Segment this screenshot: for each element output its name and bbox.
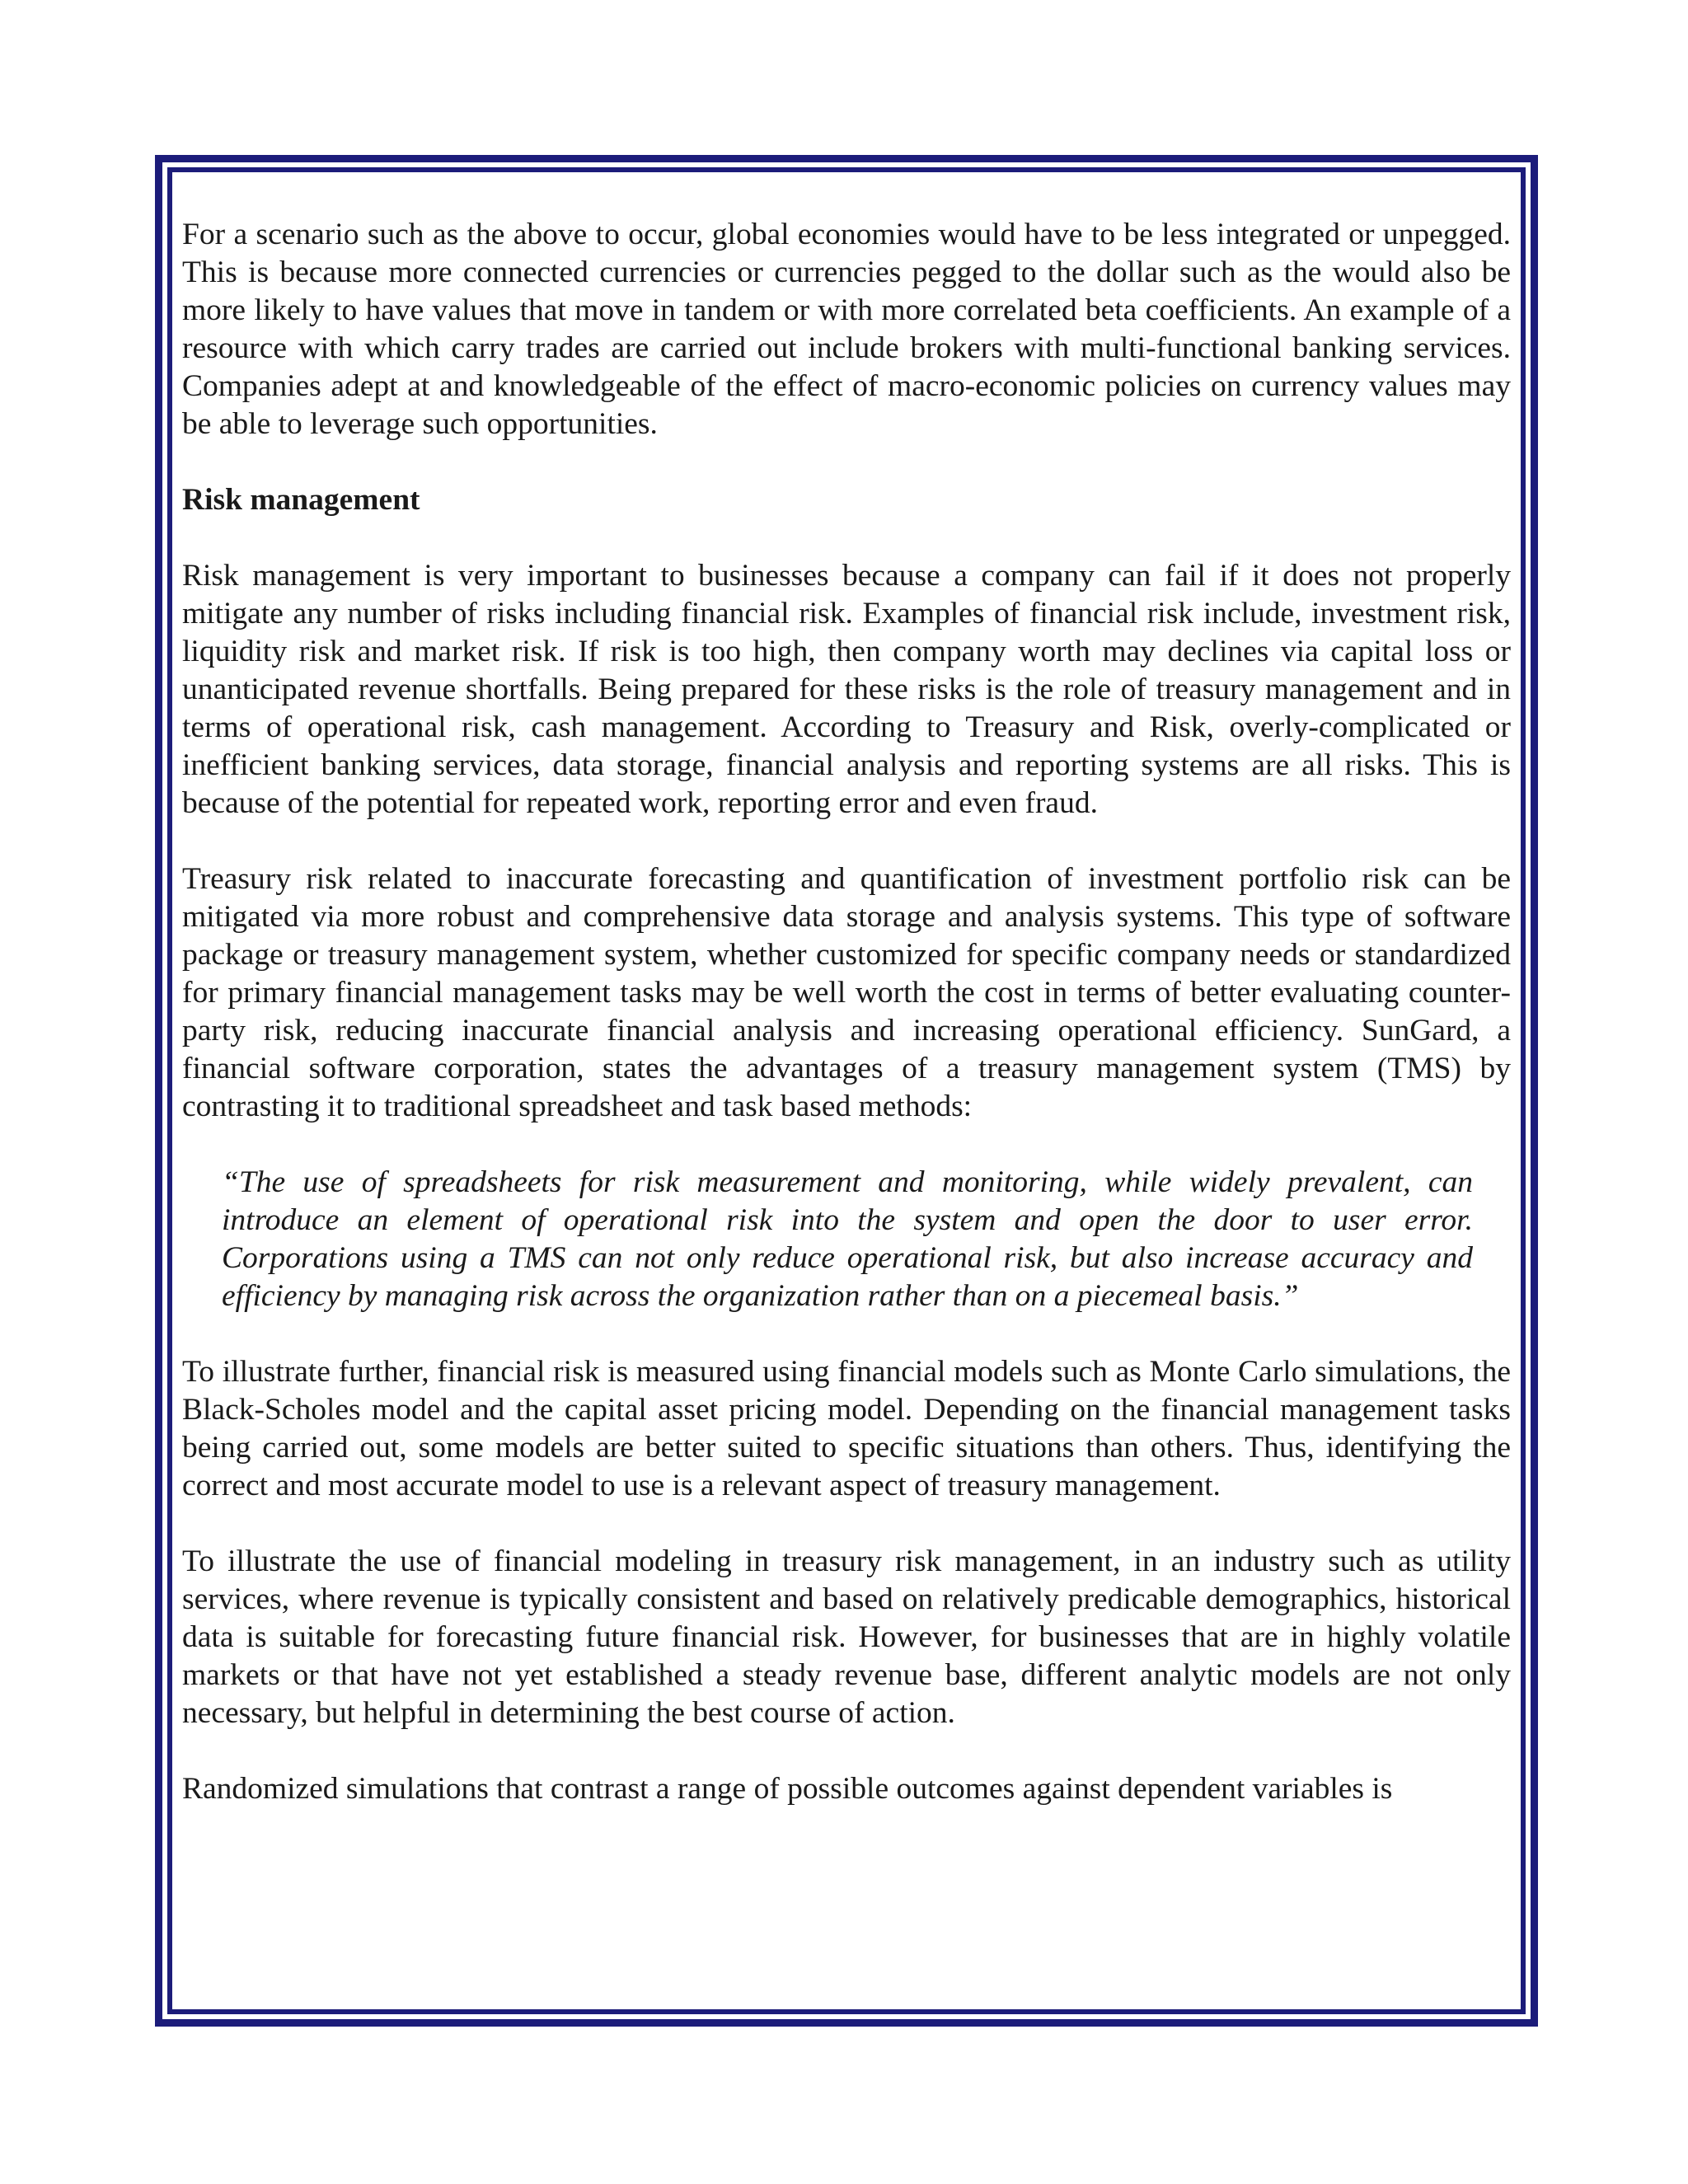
paragraph-financial-modeling-example: To illustrate the use of financial modeling in treasury risk management, in an industry such as utility services, where revenue is typically consistent and based on relatively predicable demographics, historical data is suitable for forecasting future financial risk. However, for businesses that are in highly volatile markets or that have not yet established a steady revenue base, different analytic models are not only necessary, but helpful in determining the best course of action. <box>182 1544 1511 1730</box>
document-body <box>182 216 1511 1808</box>
paragraph-financial-models: To illustrate further, financial risk is measured using financial models such as Monte Carlo simulations, the Black-Scholes model and the capital asset pricing model. Depending on the financial management tasks being carried out, some models are better suited to specific situations than others. Thus, identifying the correct and most accurate model to use is a relevant aspect of treasury management. <box>182 1355 1511 1502</box>
section-heading-risk-management: Risk management <box>182 483 420 517</box>
paragraph-treasury-risk: Treasury risk related to inaccurate forecasting and quantification of investment portfolio risk can be mitigated via more robust and comprehensive data storage and analysis systems. This type of software package or treasury management system, whether customized for specific company needs or standardized for primary financial management tasks may be well worth the cost in terms of better evaluating counter-party risk, reducing inaccurate financial analysis and increasing operational efficiency. SunGard, a financial software corporation, states the advantages of a treasury management system (TMS) by contrasting it to traditional spreadsheet and task based methods: <box>182 862 1511 1123</box>
paragraph-randomized-simulations: Randomized simulations that contrast a range of possible outcomes against dependent variables is <box>182 1772 1393 1806</box>
paragraph-risk-importance: Risk management is very important to businesses because a company can fail if it does not properly mitigate any number of risks including financial risk. Examples of financial risk include, investment risk, liquidity risk and market risk. If risk is too high, then company worth may declines via capital loss or unanticipated revenue shortfalls. Being prepared for these risks is the role of treasury management and in terms of operational risk, cash management. According to Treasury and Risk, overly-complicated or inefficient banking services, data storage, financial analysis and reporting systems are all risks. This is because of the potential for repeated work, reporting error and even fraud. <box>182 559 1511 820</box>
paragraph-carry-trades: For a scenario such as the above to occur, global economies would have to be less integrated or unpegged. This is because more connected currencies or currencies pegged to the dollar such as the would also be more likely to have values that move in tandem or with more correlated beta coefficients. An example of a resource with which carry trades are carried out include brokers with multi-functional banking services. Companies adept at and knowledgeable of the effect of macro-economic policies on currency values may be able to leverage such opportunities. <box>182 218 1511 441</box>
quote-sungard: “The use of spreadsheets for risk measurement and monitoring, while widely prevalent, can introduce an element of operational risk into the system and open the door to user error. Corporations using a TMS can not only reduce operational risk, but also increase accuracy and efficiency by managing risk across the organization rather than on a piecemeal basis.” <box>222 1165 1473 1313</box>
